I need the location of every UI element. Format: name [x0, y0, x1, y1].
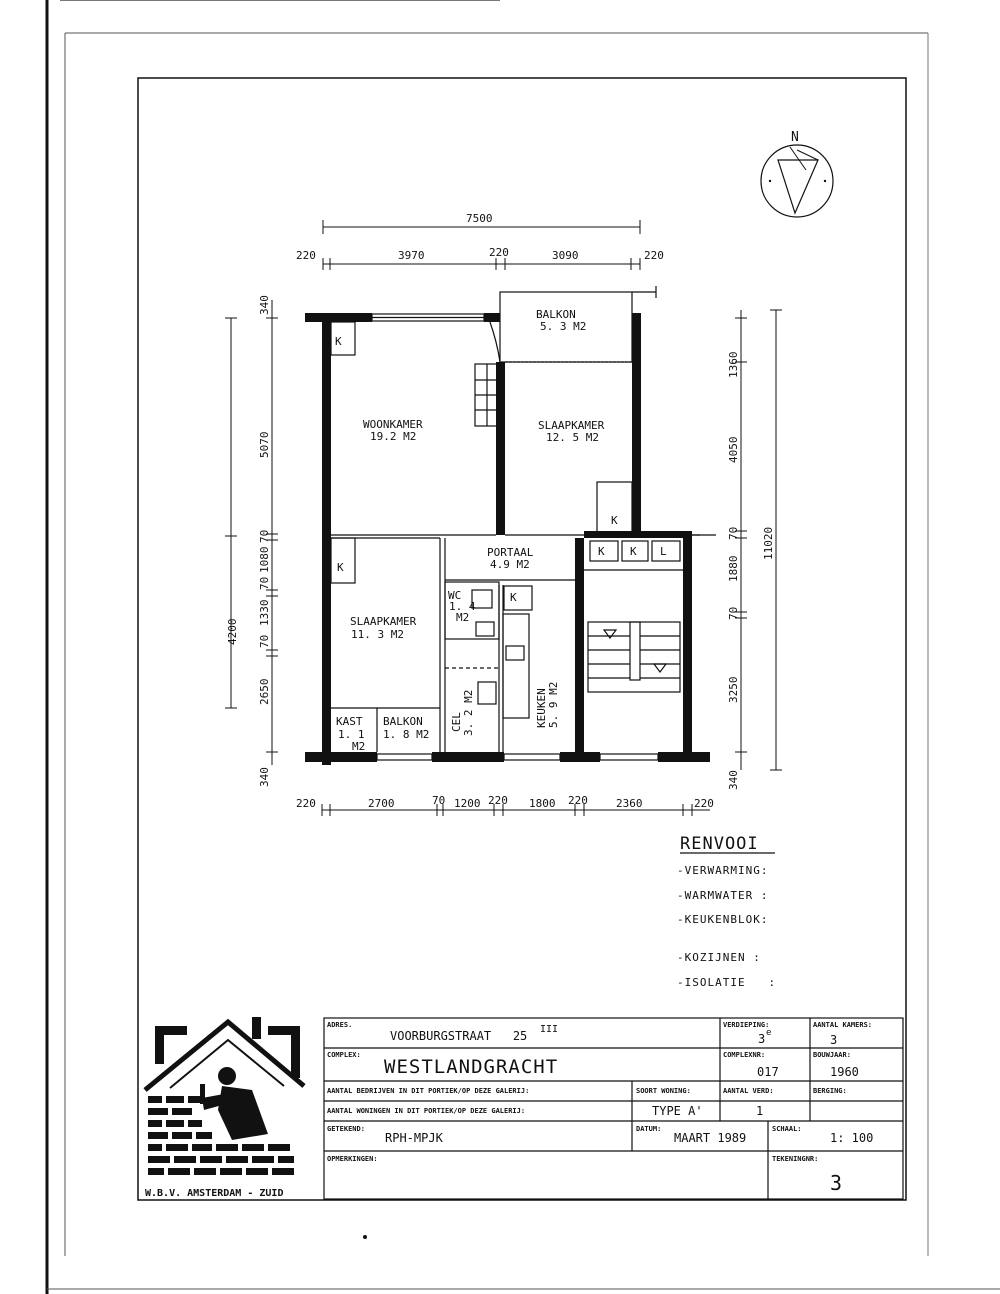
- closet-mark: K: [510, 591, 517, 604]
- renvooi-item: -VERWARMING:: [677, 864, 769, 877]
- dim-bottom-7: 2360: [616, 797, 643, 810]
- dim-right-6: 340: [727, 770, 740, 790]
- renvooi-title: RENVOOI: [680, 834, 759, 854]
- dim-left-5: 70: [258, 634, 271, 648]
- dim-right-0: 1360: [727, 351, 740, 378]
- dim-left-outer-1: 4200: [226, 618, 239, 645]
- balkon-bottom-name: BALKON: [383, 715, 423, 728]
- dim-right-1: 4050: [727, 436, 740, 463]
- portaal-area: 4.9 M2: [490, 558, 530, 571]
- dim-top-0: 220: [296, 249, 316, 262]
- complex-value: WESTLANDGRACHT: [384, 1056, 559, 1078]
- renvooi-item: -KOZIJNEN :: [677, 951, 761, 964]
- datum-label: DATUM:: [636, 1125, 662, 1133]
- renvooi-item: -ISOLATIE :: [677, 976, 777, 989]
- dim-left-3: 70: [258, 576, 271, 590]
- dim-right-total: 11020: [762, 526, 775, 560]
- dim-bottom-4: 220: [488, 794, 508, 807]
- verd-label: AANTAL VERD:: [723, 1087, 774, 1095]
- dim-bottom-8: 220: [694, 797, 714, 810]
- datum-value: MAART 1989: [674, 1131, 747, 1145]
- dim-left-6: 2650: [258, 678, 271, 705]
- complex-label: COMPLEX:: [327, 1051, 361, 1059]
- verd-value: 1: [756, 1104, 764, 1118]
- dim-top-2: 220: [489, 246, 509, 259]
- dim-left-2: 1080: [258, 546, 271, 573]
- closet-mark: K: [630, 545, 637, 558]
- balkon-top-name: BALKON: [536, 308, 576, 321]
- tekeningnr-label: TEKENINGNR:: [772, 1155, 819, 1163]
- portaal-name: PORTAAL: [487, 546, 534, 559]
- dim-bottom-5: 1800: [529, 797, 556, 810]
- dim-top-1: 3970: [398, 249, 425, 262]
- north-label: N: [791, 130, 799, 145]
- closet-mark: K: [598, 545, 605, 558]
- renvooi-legend: [677, 834, 776, 989]
- complexnr-label: COMPLEXNR:: [723, 1051, 766, 1059]
- cel-name: CEL: [450, 712, 463, 732]
- woningen-label: AANTAL WONINGEN IN DIT PORTIEK/OP DEZE GALERIJ:: [327, 1107, 526, 1115]
- slaapkamer-2-area: 11. 3 M2: [351, 628, 404, 641]
- title-block: [327, 1021, 873, 1195]
- dim-left-1: 70: [258, 529, 271, 543]
- floor-plan-lines: [331, 286, 716, 760]
- opmerkingen-label: OPMERKINGEN:: [327, 1155, 378, 1163]
- kast-name: KAST: [336, 715, 363, 728]
- wc-unit: M2: [456, 611, 470, 624]
- dim-bottom-6: 220: [568, 794, 588, 807]
- closet-mark: K: [337, 561, 344, 574]
- woonkamer-name: WOONKAMER: [363, 418, 423, 431]
- balkon-top-area: 5. 3 M2: [540, 320, 587, 333]
- dim-bottom-2: 70: [432, 794, 446, 807]
- keuken-name: KEUKEN: [535, 688, 548, 728]
- adres-value: VOORBURGSTRAAT 25: [390, 1029, 528, 1043]
- kast-area: 1. 1: [338, 728, 365, 741]
- schaal-value: 1: 100: [830, 1131, 874, 1145]
- schaal-label: SCHAAL:: [772, 1125, 802, 1133]
- wbv-logo: [140, 1017, 310, 1200]
- dim-left-7: 340: [258, 767, 271, 787]
- getekend-label: GETEKEND:: [327, 1125, 365, 1133]
- dim-top-3: 3090: [552, 249, 579, 262]
- soort-label: SOORT WONING:: [636, 1087, 691, 1095]
- dim-right-4: 70: [727, 606, 740, 620]
- dim-right-3: 1880: [727, 555, 740, 582]
- slaapkamer-2-name: SLAAPKAMER: [350, 615, 417, 628]
- top-dimension-lines: [323, 220, 640, 270]
- north-arrow-icon: [761, 130, 833, 217]
- closet-mark: K: [335, 335, 342, 348]
- dim-right-5: 3250: [727, 676, 740, 703]
- slaapkamer-1-name: SLAAPKAMER: [538, 419, 605, 432]
- dim-bottom-3: 1200: [454, 797, 481, 810]
- dim-left-0: 340: [258, 295, 271, 315]
- bouwjaar-label: BOUWJAAR:: [813, 1051, 851, 1059]
- woonkamer-area: 19.2 M2: [370, 430, 417, 443]
- tekeningnr-value: 3: [830, 1171, 843, 1195]
- dim-right-2: 70: [727, 526, 740, 540]
- adres-suffix: III: [540, 1024, 559, 1035]
- logo-caption: W.B.V. AMSTERDAM - ZUID: [145, 1188, 284, 1199]
- renvooi-item: -WARMWATER :: [677, 889, 769, 902]
- wc-area: 1. 4: [449, 600, 476, 613]
- floor-plan-walls: [305, 313, 710, 765]
- dim-top-total: 7500: [466, 212, 493, 225]
- dim-top-4: 220: [644, 249, 664, 262]
- bouwjaar-value: 1960: [830, 1065, 859, 1079]
- bedrijven-label: AANTAL BEDRIJVEN IN DIT PORTIEK/OP DEZE GALERIJ:: [327, 1087, 530, 1095]
- adres-label: ADRES.: [327, 1021, 353, 1029]
- kamers-value: 3: [830, 1033, 838, 1047]
- slaapkamer-1-area: 12. 5 M2: [546, 431, 599, 444]
- getekend-value: RPH-MPJK: [385, 1131, 443, 1145]
- verdieping-sup: e: [766, 1028, 772, 1038]
- keuken-area: 5. 9 M2: [547, 681, 560, 728]
- dim-left-outer-0: 5070: [258, 431, 271, 458]
- dim-bottom-0: 220: [296, 797, 316, 810]
- dim-left-4: 1330: [258, 599, 271, 626]
- kast-unit: M2: [352, 740, 366, 753]
- verdieping-label: VERDIEPING:: [723, 1021, 770, 1029]
- verdieping-value: 3: [758, 1032, 766, 1046]
- renvooi-item: -KEUKENBLOK:: [677, 913, 769, 926]
- dim-bottom-1: 2700: [368, 797, 395, 810]
- wc-name: WC: [448, 589, 462, 602]
- balkon-bottom-area: 1. 8 M2: [383, 728, 430, 741]
- complexnr-value: 017: [757, 1065, 779, 1079]
- scan-speck: [363, 1235, 367, 1239]
- kamers-label: AANTAL KAMERS:: [813, 1021, 873, 1029]
- closet-mark: L: [660, 545, 667, 558]
- berging-label: BERGING:: [813, 1087, 847, 1095]
- cel-area: 3. 2 M2: [462, 689, 475, 736]
- soort-value: TYPE A': [652, 1104, 703, 1118]
- closet-mark: K: [611, 514, 618, 527]
